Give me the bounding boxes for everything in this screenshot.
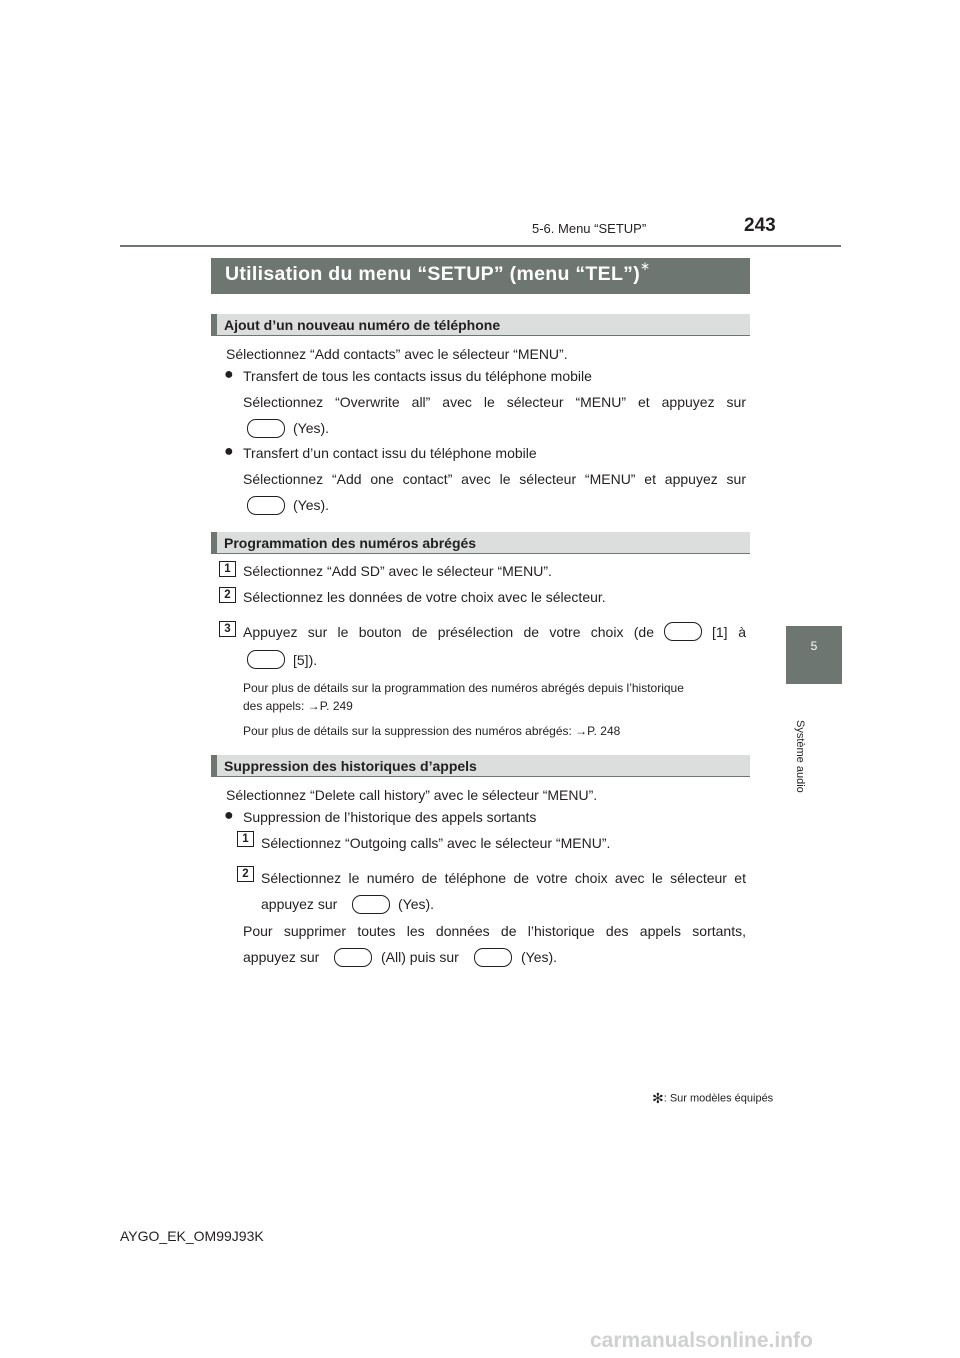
section-heading-delete-history [211,755,750,777]
paragraph: (Yes). [521,949,558,965]
heading-accent-bar [211,532,217,553]
step-text: appuyez sur [261,896,338,912]
paragraph: (Yes). [293,497,330,513]
paragraph: Pour supprimer toutes les données de l’historique des appels sortants, [243,923,746,939]
footnote [652,1090,773,1107]
note-text: des appels: →P. 249 [243,699,353,713]
bullet-title: Transfert d’un contact issu du téléphone mobile [243,445,537,461]
paragraph: Sélectionnez “Delete call history” avec le sélecteur “MENU”. [226,787,598,803]
all-button-icon [334,948,372,967]
bullet-icon: ● [224,807,234,824]
header-divider [120,245,841,247]
chapter-tab [786,626,842,684]
bullet-icon: ● [224,443,234,460]
preset-button-icon [664,622,702,641]
page-title [211,258,750,294]
yes-button-icon [474,948,512,967]
preset-button-icon [247,650,285,669]
bullet-title: Transfert de tous les contacts issus du téléphone mobile [243,368,592,384]
chapter-title: Système audio [794,720,806,793]
paragraph: (All) puis sur [381,949,459,965]
step-text: Sélectionnez “Outgoing calls” avec le sélecteur “MENU”. [261,835,611,851]
step-number: 3 [219,621,236,637]
step-number: 2 [219,587,236,603]
step-text: (Yes). [398,896,435,912]
page-title-text: Utilisation du menu “SETUP” (menu “TEL”) [225,263,641,285]
heading-accent-bar [211,755,217,776]
yes-button-icon [247,419,285,438]
section-heading-text: Ajout d’un nouveau numéro de téléphone [224,317,501,333]
step-text: Sélectionnez les données de votre choix avec le sélecteur. [243,589,606,605]
section-heading-text: Programmation des numéros abrégés [224,535,477,551]
section-heading-add-number [211,314,750,336]
footnote-text: : Sur modèles équipés [663,1092,774,1105]
step-text: [1] à [712,624,746,640]
step-number: 1 [219,561,236,577]
footnote-star-icon: ✻ [652,1090,664,1106]
step-text: Sélectionnez le numéro de téléphone de votre choix avec le sélecteur et [261,870,746,886]
watermark: carmanualsonline.info [590,1329,813,1352]
paragraph: Sélectionnez “Add contacts” avec le sélecteur “MENU”. [226,346,568,362]
yes-button-icon [247,496,285,515]
paragraph: Sélectionnez “Overwrite all” avec le sélecteur “MENU” et appuyez sur [243,394,746,410]
step-text: [5]). [293,652,318,668]
step-number: 1 [237,831,254,847]
page-number: 243 [744,215,776,236]
section-heading-speed-dial [211,532,750,554]
chapter-number: 5 [810,639,818,653]
manual-code: AYGO_EK_OM99J93K [120,1228,264,1244]
bullet-title: Suppression de l’historique des appels sortants [243,809,537,825]
step-text: Appuyez sur le bouton de présélection de votre choix (de [243,624,654,640]
yes-button-icon [352,895,390,914]
heading-accent-bar [211,314,217,335]
note-text: Pour plus de détails sur la programmation des numéros abrégés depuis l’historique [243,681,684,695]
step-text: Sélectionnez “Add SD” avec le sélecteur “MENU”. [243,563,552,579]
step-number: 2 [237,866,254,882]
title-asterisk: ∗ [640,259,651,273]
section-heading-text: Suppression des historiques d’appels [224,758,477,774]
paragraph: appuyez sur [243,949,320,965]
paragraph: Sélectionnez “Add one contact” avec le sélecteur “MENU” et appuyez sur [243,471,746,487]
section-breadcrumb: 5-6. Menu “SETUP” [532,221,647,236]
note-text: Pour plus de détails sur la suppression des numéros abrégés: →P. 248 [243,724,621,738]
bullet-icon: ● [224,366,234,383]
paragraph: (Yes). [293,420,330,436]
